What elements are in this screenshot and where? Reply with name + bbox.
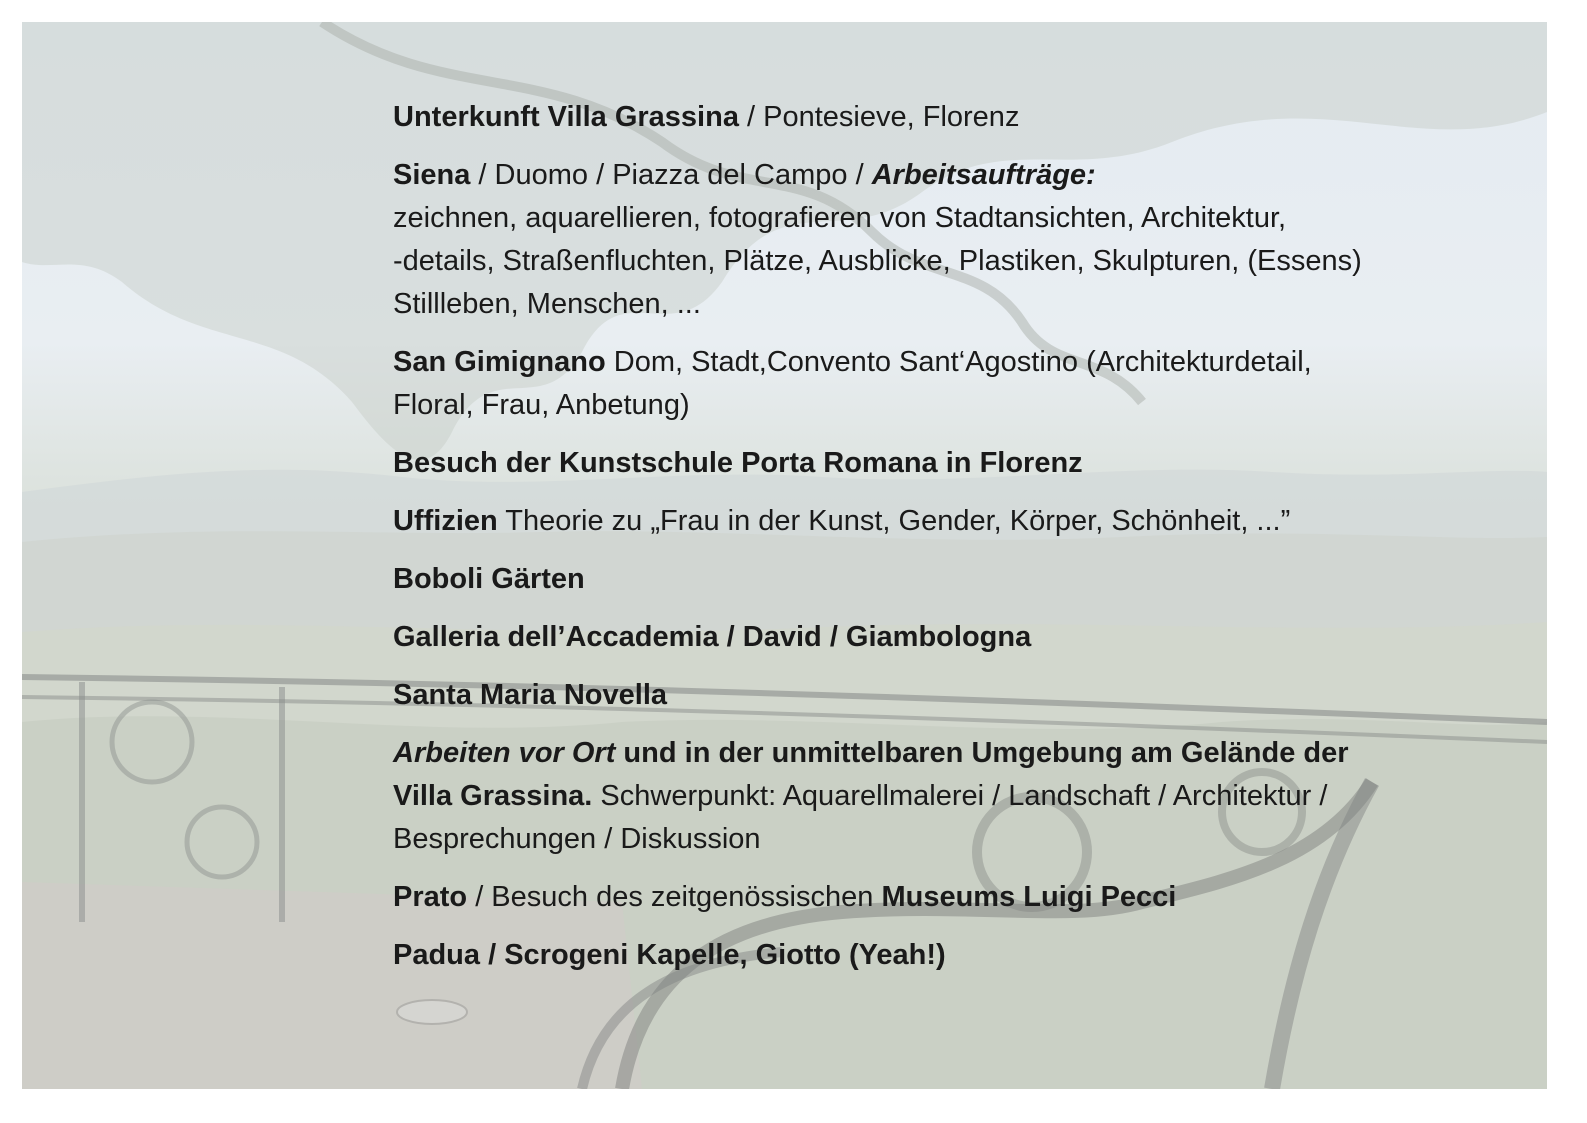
entry-detail-line: Stillleben, Menschen, ... [393, 288, 701, 320]
entry-text-segment: Arbeiten vor Ort [393, 737, 616, 769]
entry-heading-line [393, 876, 1523, 919]
entry-text-segment: Dom, Stadt,Convento Sant‘Agostino (Architekturdetail, [605, 346, 1312, 378]
entry-text-segment: Museums Luigi Pecci [881, 881, 1177, 913]
entry-detail-line: -details, Straßenfluchten, Plätze, Ausblicke, Plastiken, Skulpturen, (Essens) [393, 245, 1362, 277]
entry-heading-line [393, 934, 1523, 977]
program-entry [393, 674, 1523, 717]
entry-text-segment: San Gimignano [393, 346, 606, 378]
entry-heading-line [393, 96, 1523, 139]
entry-heading-line [393, 500, 1523, 543]
entry-heading-line [393, 732, 1523, 775]
entry-text-segment: Padua / Scrogeni Kapelle, Giotto (Yeah!) [393, 939, 946, 971]
entry-heading-line [393, 616, 1523, 659]
entry-text-segment: Prato [393, 881, 468, 913]
entry-text-segment: Siena [393, 159, 471, 191]
program-entry [393, 442, 1523, 485]
entry-detail-line: Besprechungen / Diskussion [393, 823, 761, 855]
entry-text-segment: / Besuch des zeitgenössischen [467, 881, 882, 913]
program-entry [393, 934, 1523, 977]
program-entry [393, 558, 1523, 601]
program-entry [393, 732, 1523, 861]
entry-text-segment: und in der unmittelbaren Umgebung am Gelände der [615, 737, 1349, 769]
entry-text-segment: Boboli Gärten [393, 563, 585, 595]
entry-heading-line [393, 442, 1523, 485]
program-list [393, 96, 1523, 992]
entry-heading-line [393, 154, 1523, 197]
entry-heading-line [393, 558, 1523, 601]
entry-detail-line: Floral, Frau, Anbetung) [393, 389, 690, 421]
program-entry [393, 154, 1523, 326]
program-entry [393, 500, 1523, 543]
entry-text-segment: Theorie zu „Frau in der Kunst, Gender, Körper, Schönheit, ...” [497, 505, 1291, 537]
entry-detail-line: zeichnen, aquarellieren, fotografieren von Stadtansichten, Architektur, [393, 202, 1287, 234]
program-entry [393, 616, 1523, 659]
program-entry [393, 876, 1523, 919]
entry-mixed-line [393, 775, 1523, 818]
entry-text-segment: / Duomo / Piazza del Campo / [470, 159, 872, 191]
entry-text-segment: Galleria dell’Accademia / David / Giambologna [393, 621, 1032, 653]
entry-text-segment: Unterkunft Villa Grassina [393, 101, 739, 133]
entry-text-segment: Villa Grassina. [393, 780, 593, 812]
program-entry [393, 341, 1523, 427]
entry-heading-line [393, 341, 1523, 384]
entry-heading-line [393, 674, 1523, 717]
program-entry [393, 96, 1523, 139]
entry-text-segment: Santa Maria Novella [393, 679, 667, 711]
entry-text-segment: Uffizien [393, 505, 498, 537]
entry-text-segment: Arbeitsaufträge: [871, 159, 1096, 191]
entry-text-segment: Besuch der Kunstschule Porta Romana in Florenz [393, 447, 1083, 479]
entry-text-segment: / Pontesieve, Florenz [738, 101, 1020, 133]
entry-text-segment: Schwerpunkt: Aquarellmalerei / Landschaft / Architektur / [592, 780, 1328, 812]
